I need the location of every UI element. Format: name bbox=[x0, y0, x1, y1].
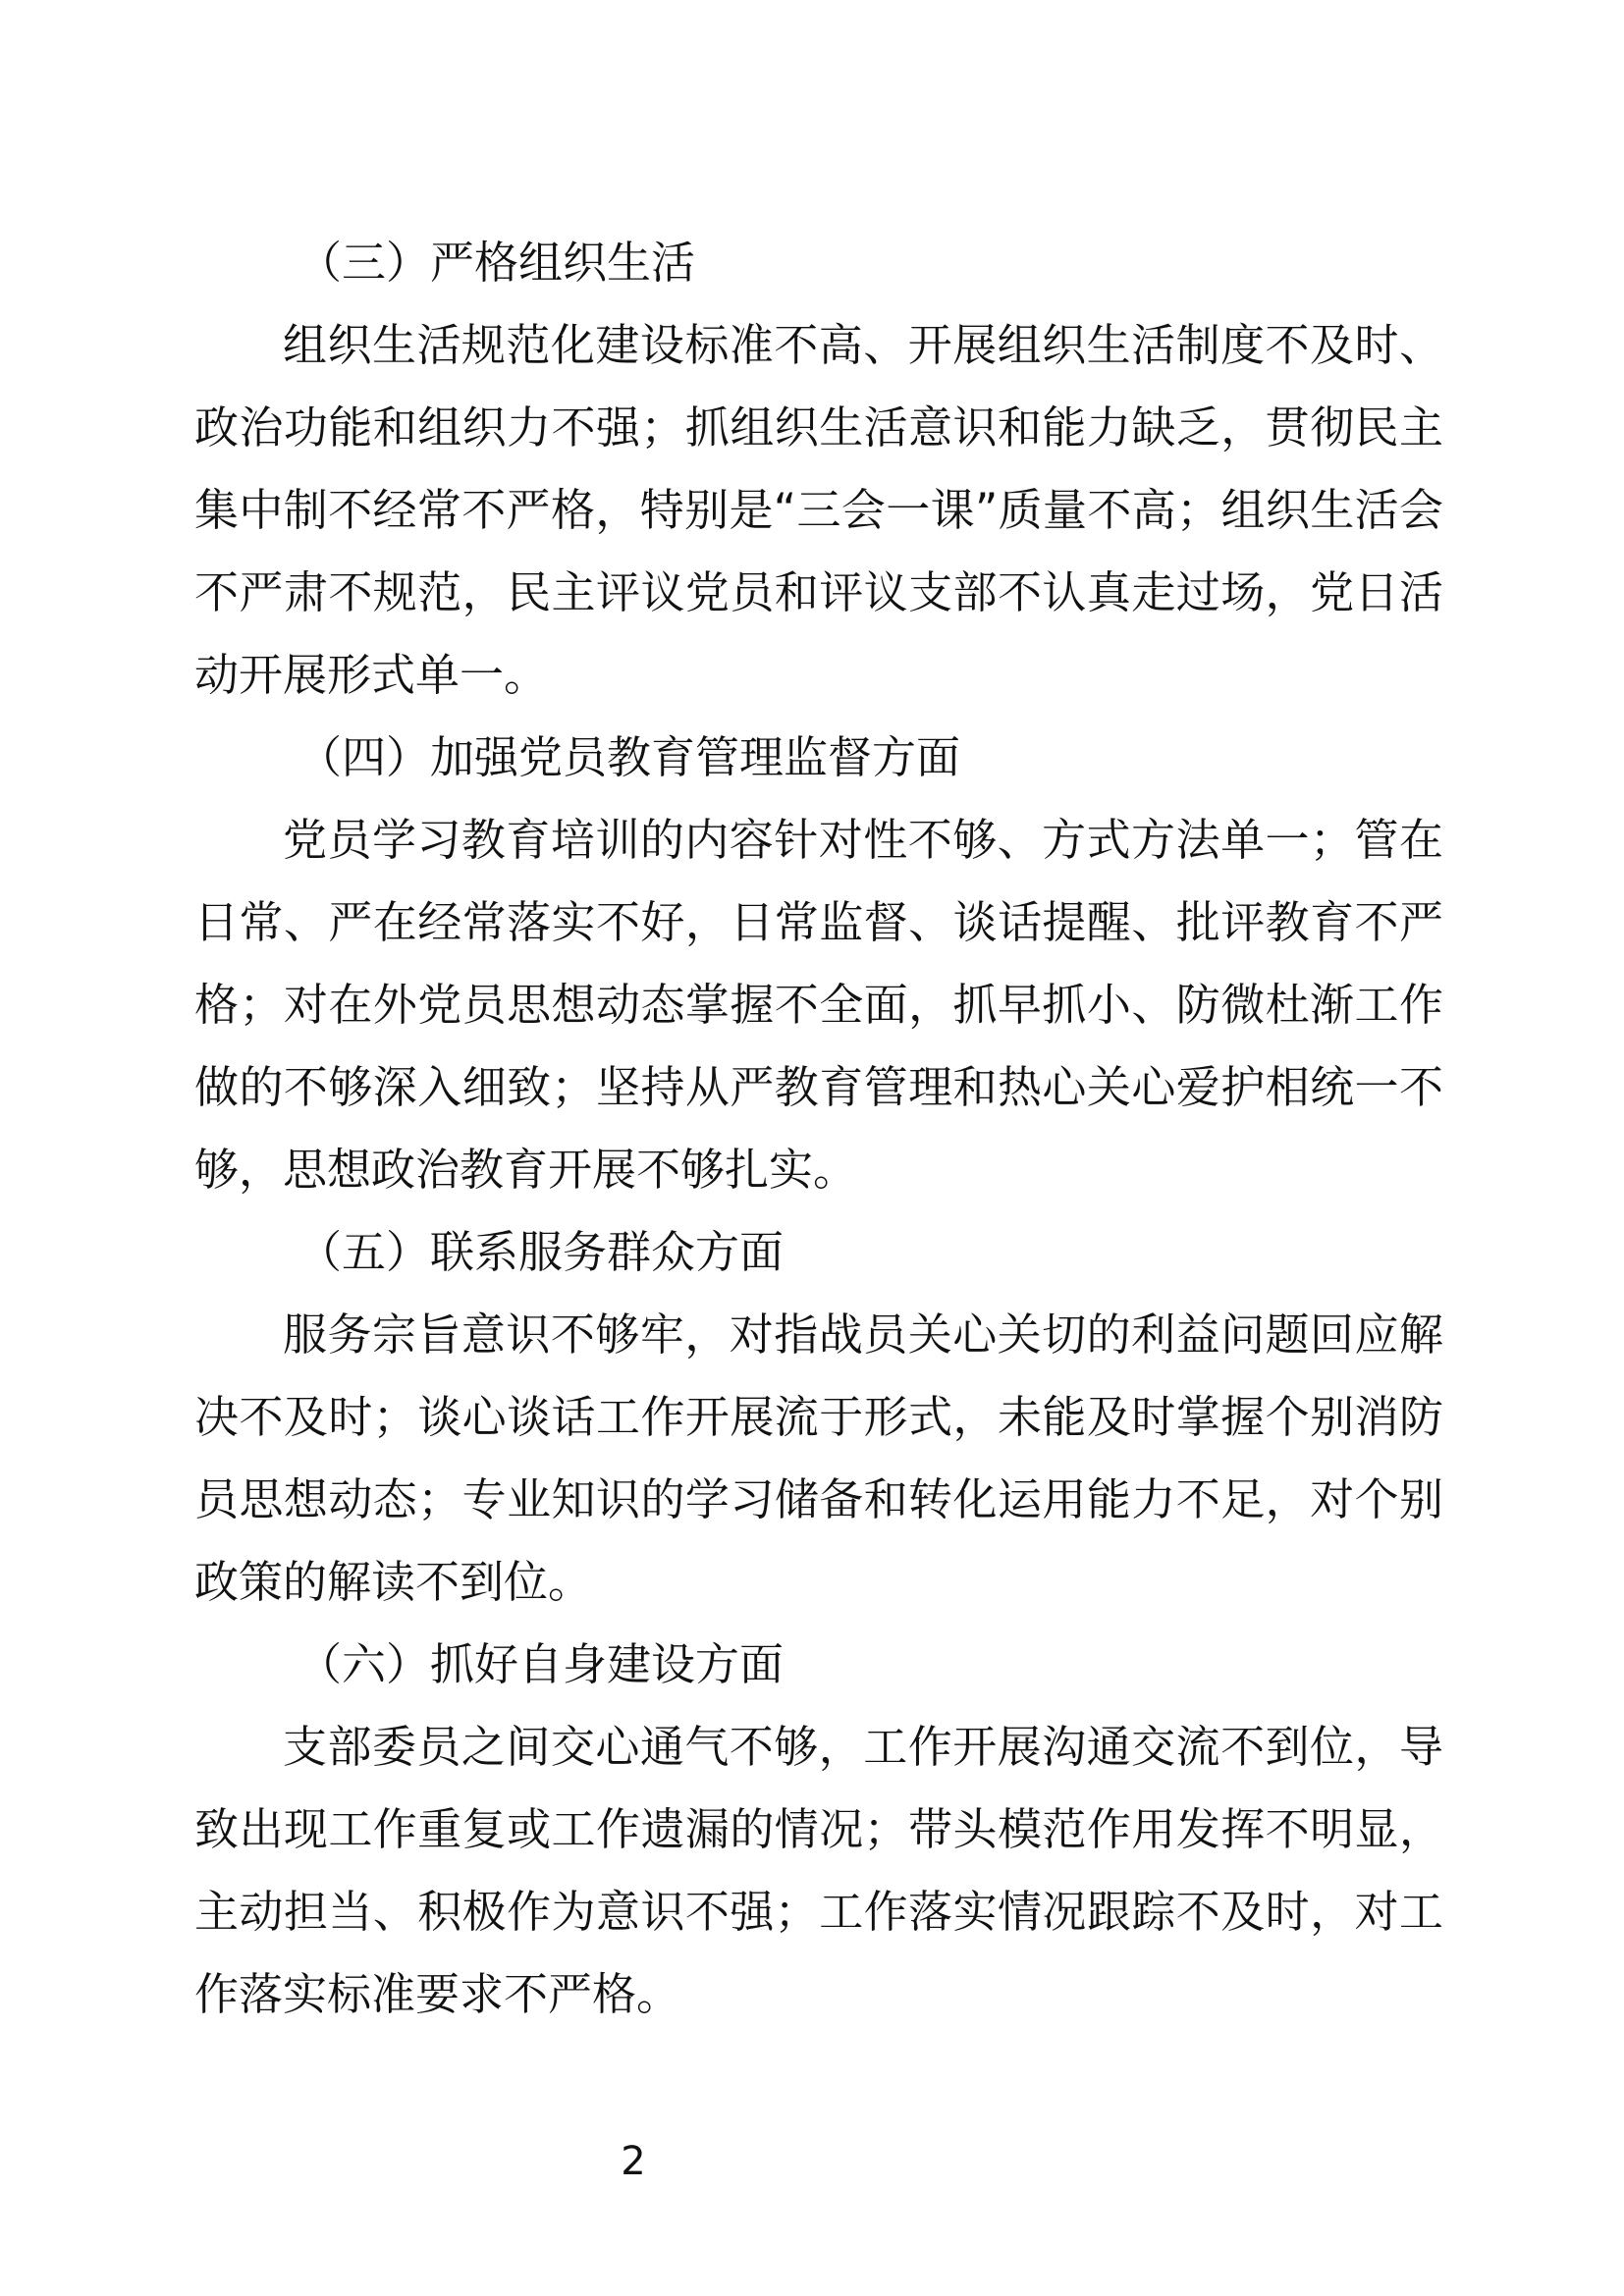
section-heading-4: （四）加强党员教育管理监督方面 bbox=[298, 731, 961, 783]
section-paragraph-3: 组织生活规范化建设标准不高、开展组织生活制度不及时、政治功能和组织力不强；抓组织生活意识和能力缺乏，贯彻民主集中制不经常不严格，特别是“三会一课”质量不高；组织生活会不严肃不规范，民主评议党员和评议支部不认真走过场，党日活动开展形式单一。 bbox=[194, 319, 1443, 701]
section-paragraph-5: 服务宗旨意识不够牢，对指战员关心关切的利益问题回应解决不及时；谈心谈话工作开展流于形式，未能及时掌握个别消防员思想动态；专业知识的学习储备和转化运用能力不足，对个别政策的解读不到位。 bbox=[194, 1308, 1443, 1608]
section-paragraph-4: 党员学习教育培训的内容针对性不够、方式方法单一；管在日常、严在经常落实不好，日常监督、谈话提醒、批评教育不严格；对在外党员思想动态掌握不全面，抓早抓小、防微杜渐工作做的不够深入细致；坚持从严教育管理和热心关心爱护相统一不够，思想政治教育开展不够扎实。 bbox=[194, 814, 1443, 1196]
section-paragraph-6: 支部委员之间交心通气不够，工作开展沟通交流不到位，导致出现工作重复或工作遗漏的情况；带头模范作用发挥不明显，主动担当、积极作为意识不强；工作落实情况跟踪不及时，对工作落实标准要求不严格。 bbox=[194, 1721, 1443, 2020]
section-heading-3: （三）严格组织生活 bbox=[298, 237, 696, 289]
section-heading-5: （五）联系服务群众方面 bbox=[298, 1226, 785, 1278]
section-heading-6: （六）抓好自身建设方面 bbox=[298, 1638, 785, 1690]
document-body bbox=[194, 222, 1443, 2036]
page-number: 2 bbox=[621, 2139, 646, 2184]
